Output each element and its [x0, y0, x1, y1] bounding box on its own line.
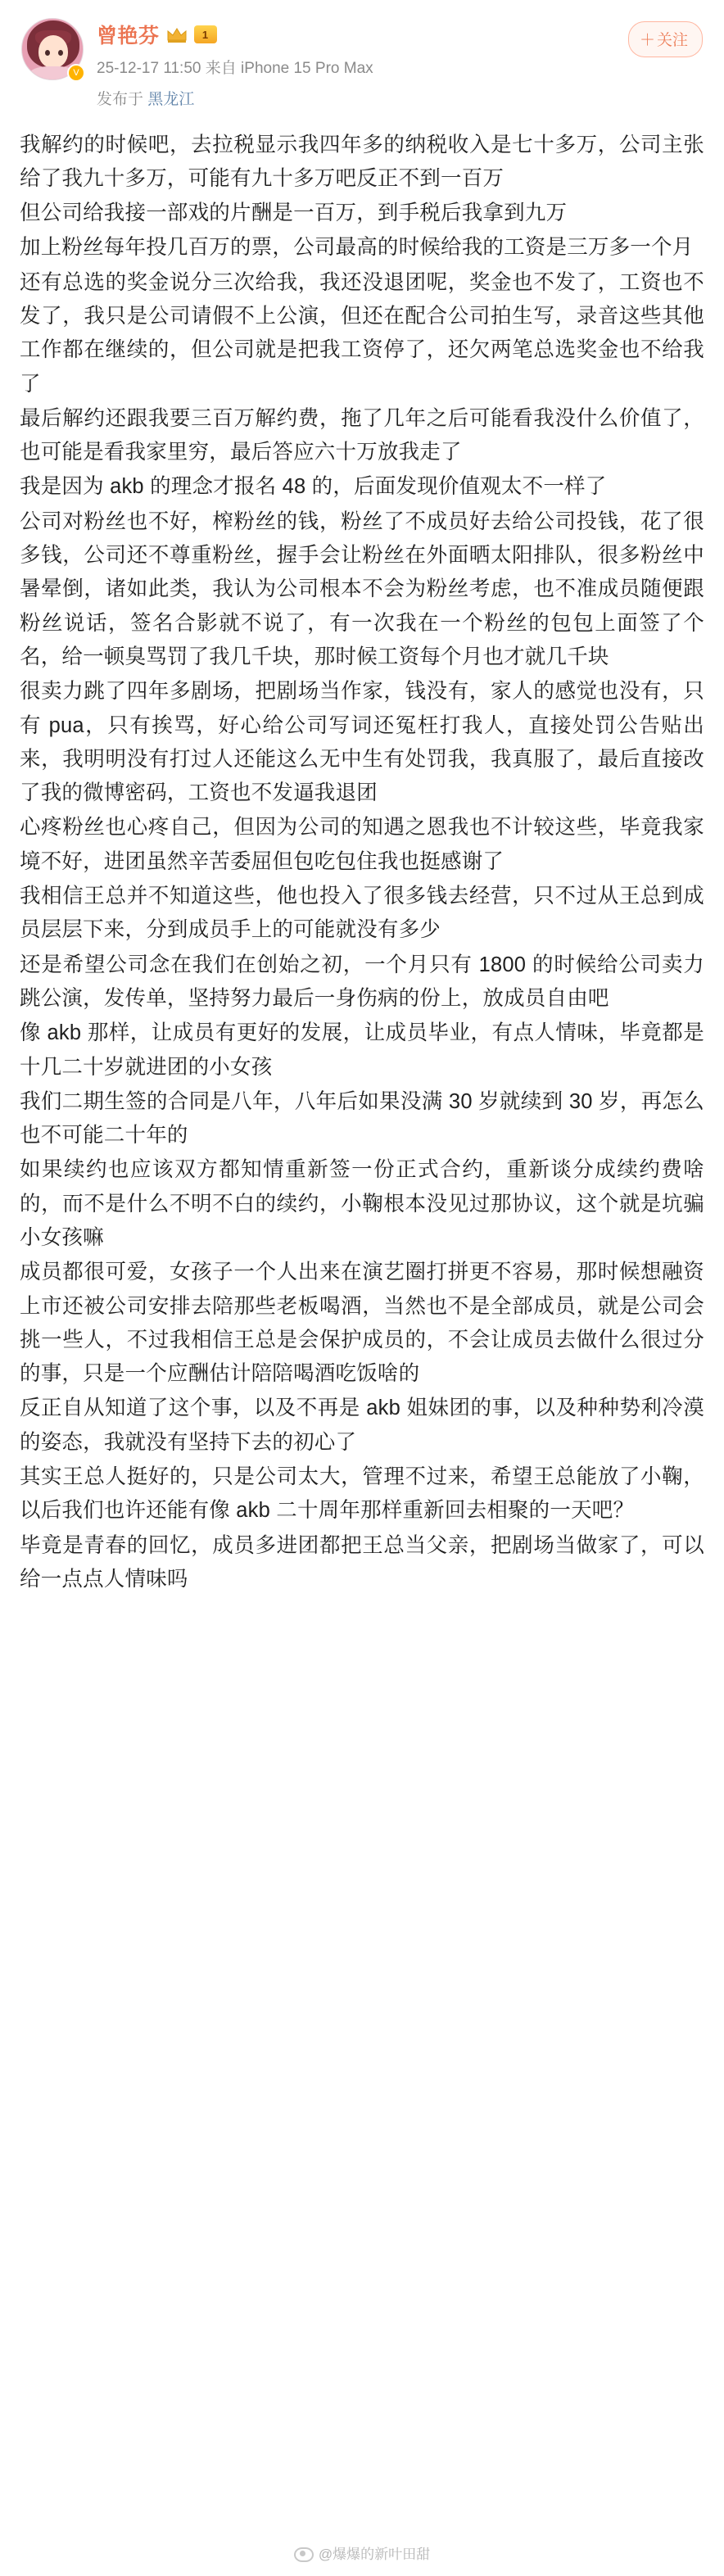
post-paragraph: 心疼粉丝也心疼自己，但因为公司的知遇之恩我也不计较这些，毕竟我家境不好，进团虽然辛苦委屈但包吃包住我也挺感谢了: [20, 816, 704, 873]
post-paragraph: 加上粉丝每年投几百万的票，公司最高的时候给我的工资是三万多一个月: [20, 236, 694, 260]
post-paragraph: 但公司给我接一部戏的片酬是一百万，到手税后我拿到九万: [20, 201, 568, 225]
post-paragraph: 最后解约还跟我要三百万解约费，拖了几年之后可能看我没什么价值了，也可能是看我家里穷，最后答应六十万放我走了: [20, 406, 704, 464]
author-name[interactable]: 曾艳芬: [97, 25, 160, 48]
post-paragraph: 还是希望公司念在我们在创始之初，一个月只有 1800 的时候给公司卖力跳公演，发传单，坚持努力最后一身伤病的份上，放成员自由吧: [20, 953, 704, 1010]
post-paragraph: 我解约的时候吧，去拉税显示我四年多的纳税收入是七十多万，公司主张给了我九十多万，可能有九十多万吧反正不到一百万: [20, 133, 704, 190]
vip-level-badge: 1: [194, 25, 217, 43]
post-timestamp: 25-12-17 11:50: [97, 60, 201, 77]
avatar-eye-left: [45, 50, 50, 56]
post-paragraph: 毕竟是青春的回忆，成员多进团都把王总当父亲，把剧场当做家了，可以给一点点人情味吗: [20, 1533, 704, 1591]
publish-prefix: 发布于: [97, 90, 144, 108]
post-paragraph: 还有总选的奖金说分三次给我，我还没退团呢，奖金也不发了，工资也不发了，我只是公司请假不上公演，但还在配合公司拍生写，录音这些其他工作都在继续的，但公司就是把我工资停了，还欠两笔总选奖金也不给我了: [20, 270, 704, 396]
post-paragraph: 反正自从知道了这个事，以及不再是 akb 姐妹团的事，以及种种势利冷漠的姿态，我就没有坚持下去的初心了: [20, 1397, 704, 1454]
post-paragraph: 成员都很可爱，女孩子一个人出来在演艺圈打拼更不容易，那时候想融资上市还被公司安排去陪那些老板喝酒，当然也不是全部成员，就是公司会挑一些人，不过我相信王总是会保护成员的，不会让成员去做什么很过分的事，只是一个应酬估计陪陪喝酒吃饭啥的: [20, 1261, 704, 1386]
post-content: [0, 117, 724, 1598]
post-source: 来自 iPhone 15 Pro Max: [205, 60, 373, 77]
avatar-face: [38, 35, 68, 68]
verified-badge-icon: V: [67, 64, 85, 82]
post-paragraph: 我相信王总并不知道这些，他也投入了很多钱去经营，只不过从王总到成员层层下来，分到成员手上的可能就没有多少: [20, 885, 704, 942]
post-paragraph: 如果续约也应该双方都知情重新签一份正式合约，重新谈分成续约费啥的，而不是什么不明不白的续约，小鞠根本没见过那协议，这个就是坑骗小女孩嘛: [20, 1158, 704, 1249]
post-paragraph: 公司对粉丝也不好，榨粉丝的钱，粉丝了不成员好去给公司投钱，花了很多钱，公司还不尊重粉丝，握手会让粉丝在外面晒太阳排队，很多粉丝中暑晕倒，诸如此类，我认为公司根本不会为粉丝考虑，也不准成员随便跟粉丝说话，签名合影就不说了，有一次我在一个粉丝的包包上面签了个名，给一顿臭骂罚了我几千块，那时候工资每个月也才就几千块: [20, 509, 704, 668]
crown-icon: [166, 25, 188, 43]
avatar[interactable]: [21, 18, 84, 80]
post-paragraph: 我们二期生签的合同是八年，八年后如果没满 30 岁就续到 30 岁，再怎么也不可能二十年的: [20, 1089, 704, 1148]
plus-icon: ＋: [639, 32, 655, 49]
post-paragraph: 很卖力跳了四年多剧场，把剧场当作家，钱没有，家人的感觉也没有，只有 pua，只有挨骂，好心给公司写词还冤枉打我人，直接处罚公告贴出来，我明明没有打过人还能这么无中生有处罚我，我真服了，最后直接改了我的微博密码，工资也不发逼我退团: [20, 680, 704, 805]
post-location-line: [97, 87, 703, 109]
post-paragraph: 像 akb 那样，让成员有更好的发展，让成员毕业，有点人情味，毕竟都是十几二十岁就进团的小女孩: [20, 1021, 704, 1079]
post-header-main: [97, 18, 703, 109]
watermark: [0, 2521, 724, 2576]
post-header: [0, 0, 724, 117]
post-paragraph: 我是因为 akb 的理念才报名 48 的，后面发现价值观太不一样了: [20, 475, 607, 499]
follow-button-label: 关注: [656, 32, 688, 49]
follow-button[interactable]: [628, 21, 703, 57]
avatar-eye-right: [58, 50, 63, 56]
post-paragraph: 其实王总人挺好的，只是公司太大，管理不过来，希望王总能放了小鞠，以后我们也许还能有像 akb 二十周年那样重新回去相聚的一天吧？: [20, 1465, 704, 1523]
post-location[interactable]: 黑龙江: [147, 90, 195, 108]
watermark-text: @爆爆的新叶田甜: [318, 2547, 431, 2562]
author-row: [97, 20, 703, 49]
weibo-eye-icon: [294, 2546, 312, 2560]
post-meta-line: [97, 57, 703, 81]
